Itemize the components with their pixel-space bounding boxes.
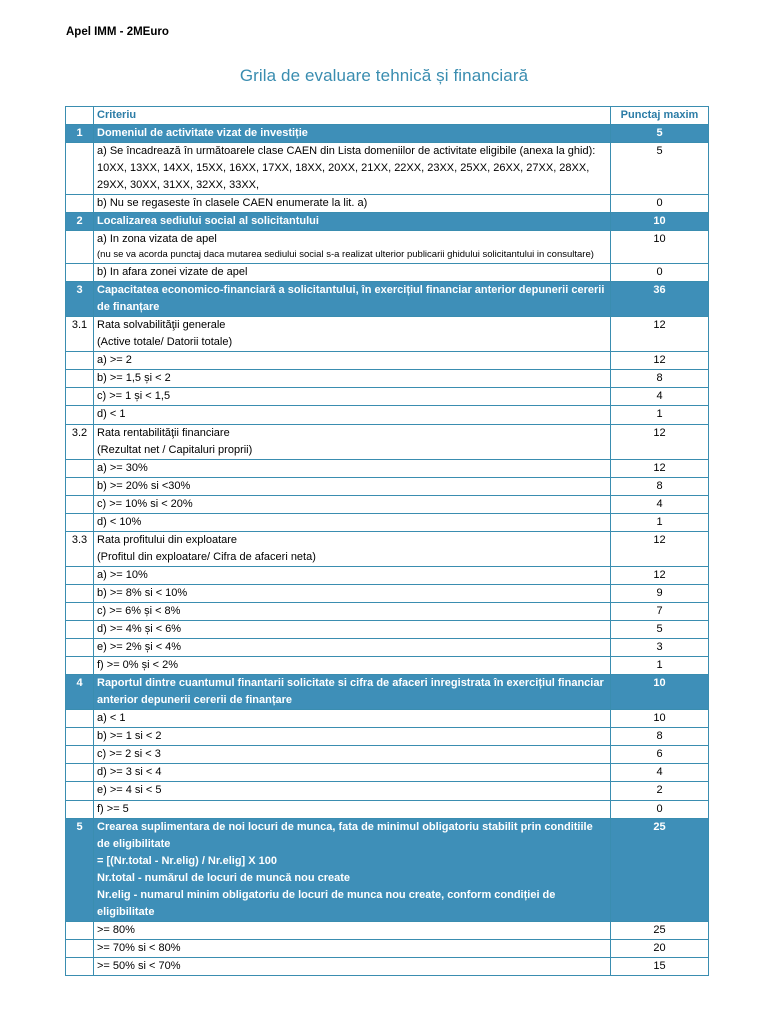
- criterion-text: e) >= 4 si < 5: [94, 782, 611, 800]
- table-row: [66, 602, 709, 620]
- subsection-row-3-3: [66, 531, 709, 566]
- criterion-points: 12: [611, 459, 709, 477]
- subsection-formula: (Profitul din exploatare/ Cifra de afaceri neta): [97, 550, 316, 563]
- criterion-text: f) >= 0% și < 2%: [94, 657, 611, 675]
- criterion-points: 20: [611, 939, 709, 957]
- criterion-points: 4: [611, 764, 709, 782]
- section-title: Domeniul de activitate vizat de investiție: [94, 125, 611, 143]
- criterion-text: c) >= 6% și < 8%: [94, 602, 611, 620]
- criterion-points: 6: [611, 746, 709, 764]
- table-row: [66, 388, 709, 406]
- table-row: [66, 584, 709, 602]
- table-row: [66, 921, 709, 939]
- section-points: 5: [611, 125, 709, 143]
- subsection-title: Rata rentabilităţii financiare: [97, 426, 230, 439]
- table-row: [66, 728, 709, 746]
- table-row: [66, 957, 709, 975]
- criterion-points: 8: [611, 477, 709, 495]
- criterion-text: a) >= 2: [94, 352, 611, 370]
- section-formula: = [(Nr.total - Nr.elig) / Nr.elig] X 100: [97, 854, 278, 867]
- header-num-cell: [66, 107, 94, 125]
- subsection-cell: [94, 531, 611, 566]
- table-row: [66, 782, 709, 800]
- criterion-text: c) >= 2 si < 3: [94, 746, 611, 764]
- table-row: [66, 639, 709, 657]
- section-number: 4: [66, 675, 94, 710]
- criterion-text: >= 70% si < 80%: [94, 939, 611, 957]
- criterion-points: 10: [611, 231, 709, 264]
- section-row-3: [66, 282, 709, 317]
- table-row: [66, 800, 709, 818]
- criterion-points: 25: [611, 921, 709, 939]
- criterion-text: f) >= 5: [94, 800, 611, 818]
- criterion-text: b) >= 20% si <30%: [94, 477, 611, 495]
- criterion-points: 0: [611, 800, 709, 818]
- criterion-cell: [94, 231, 611, 264]
- criterion-text: a) >= 10%: [94, 566, 611, 584]
- criterion-points: 15: [611, 957, 709, 975]
- section-row-2: [66, 213, 709, 231]
- table-row: [66, 195, 709, 213]
- criterion-text: b) >= 1,5 și < 2: [94, 370, 611, 388]
- subsection-formula: (Active totale/ Datorii totale): [97, 336, 233, 349]
- criterion-points: 4: [611, 388, 709, 406]
- section-number: 3: [66, 282, 94, 317]
- criterion-text: c) >= 1 și < 1,5: [94, 388, 611, 406]
- criterion-points: 1: [611, 657, 709, 675]
- section-title: Raportul dintre cuantumul finantarii solicitate si cifra de afaceri inregistrata în exercițiul financiar anterior depunerii cererii de finanțare: [94, 675, 611, 710]
- subsection-formula: (Rezultat net / Capitaluri proprii): [97, 443, 253, 456]
- subsection-points: 12: [611, 424, 709, 459]
- criterion-text: a) In zona vizata de apel: [97, 233, 217, 246]
- criterion-points: 0: [611, 195, 709, 213]
- section-title: Capacitatea economico-financiară a solicitantului, în exercițiul financiar anterior depunerii cererii de finanțare: [94, 282, 611, 317]
- section-row-5: [66, 818, 709, 921]
- section-title: Crearea suplimentara de noi locuri de munca, fata de minimul obligatoriu stabilit prin conditiile de eligibilitate: [97, 820, 593, 850]
- criterion-points: 5: [611, 143, 709, 195]
- table-row: [66, 143, 709, 195]
- subsection-cell: [94, 317, 611, 352]
- criterion-text: b) >= 8% si < 10%: [94, 584, 611, 602]
- section-points: 10: [611, 213, 709, 231]
- criterion-text: b) Nu se regaseste în clasele CAEN enumerate la lit. a): [94, 195, 611, 213]
- table-row: [66, 231, 709, 264]
- criterion-points: 1: [611, 406, 709, 424]
- table-row: [66, 710, 709, 728]
- table-row: [66, 746, 709, 764]
- table-row: [66, 566, 709, 584]
- subsection-row-3-1: [66, 317, 709, 352]
- table-row: [66, 264, 709, 282]
- subsection-points: 12: [611, 531, 709, 566]
- table-row: [66, 370, 709, 388]
- evaluation-grid-table: [65, 106, 709, 976]
- section-cell: [94, 818, 611, 921]
- criterion-points: 7: [611, 602, 709, 620]
- criterion-points: 8: [611, 370, 709, 388]
- table-row: [66, 459, 709, 477]
- table-row: [66, 513, 709, 531]
- document-header: Apel IMM - 2MEuro: [66, 26, 169, 38]
- criterion-text: a) < 1: [94, 710, 611, 728]
- table-row: [66, 657, 709, 675]
- criterion-cell: [94, 143, 611, 195]
- subsection-points: 12: [611, 317, 709, 352]
- subsection-cell: [94, 424, 611, 459]
- subsection-title: Rata profitului din exploatare: [97, 533, 238, 546]
- criterion-points: 3: [611, 639, 709, 657]
- section-definition: Nr.total - numărul de locuri de muncă nou create: [97, 871, 351, 884]
- section-row-4: [66, 675, 709, 710]
- table-row: [66, 352, 709, 370]
- table-row: [66, 764, 709, 782]
- criterion-points: 1: [611, 513, 709, 531]
- section-points: 36: [611, 282, 709, 317]
- section-definition: Nr.elig - numarul minim obligatoriu de locuri de munca nou create, conform condiției de eligibilitate: [97, 888, 556, 918]
- section-title: Localizarea sediului social al solicitantului: [94, 213, 611, 231]
- criterion-text: d) >= 4% și < 6%: [94, 621, 611, 639]
- subsection-number: 3.3: [66, 531, 94, 566]
- criterion-text: a) >= 30%: [94, 459, 611, 477]
- caen-codes: 10XX, 13XX, 14XX, 15XX, 16XX, 17XX, 18XX, 20XX, 21XX, 22XX, 23XX, 25XX, 26XX, 27XX, 28XX, 29XX, 30XX, 31XX, 32XX, 33XX,: [97, 162, 590, 192]
- criterion-points: 9: [611, 584, 709, 602]
- section-number: 1: [66, 125, 94, 143]
- criterion-points: 12: [611, 352, 709, 370]
- table-row: [66, 621, 709, 639]
- table-row: [66, 406, 709, 424]
- section-points: 10: [611, 675, 709, 710]
- table-row: [66, 939, 709, 957]
- criterion-text: d) < 1: [94, 406, 611, 424]
- criterion-text: b) >= 1 si < 2: [94, 728, 611, 746]
- criterion-points: 8: [611, 728, 709, 746]
- subsection-row-3-2: [66, 424, 709, 459]
- table-row: [66, 495, 709, 513]
- section-number: 2: [66, 213, 94, 231]
- criterion-points: 2: [611, 782, 709, 800]
- criterion-points: 0: [611, 264, 709, 282]
- criterion-text: >= 80%: [94, 921, 611, 939]
- criterion-text: a) Se încadrează în următoarele clase CAEN din Lista domeniilor de activitate eligibile (anexa la ghid):: [97, 145, 596, 158]
- subsection-title: Rata solvabilităţii generale: [97, 319, 226, 332]
- criterion-text: b) In afara zonei vizate de apel: [94, 264, 611, 282]
- header-punctaj: Punctaj maxim: [611, 107, 709, 125]
- criterion-text: e) >= 2% și < 4%: [94, 639, 611, 657]
- section-number: 5: [66, 818, 94, 921]
- section-row-1: [66, 125, 709, 143]
- criterion-text: d) >= 3 si < 4: [94, 764, 611, 782]
- page-title: Grila de evaluare tehnică și financiară: [239, 66, 529, 85]
- criterion-text: >= 50% si < 70%: [94, 957, 611, 975]
- subsection-number: 3.2: [66, 424, 94, 459]
- criterion-text: c) >= 10% si < 20%: [94, 495, 611, 513]
- subsection-number: 3.1: [66, 317, 94, 352]
- header-criteriu: Criteriu: [94, 107, 611, 125]
- criterion-note: (nu se va acorda punctaj daca mutarea sediului social s-a realizat ulterior publicarii ghidului solicitantului in consultare): [97, 249, 594, 261]
- criterion-points: 12: [611, 566, 709, 584]
- criterion-points: 4: [611, 495, 709, 513]
- criterion-text: d) < 10%: [94, 513, 611, 531]
- table-row: [66, 477, 709, 495]
- table-header-row: [66, 107, 709, 125]
- section-points: 25: [611, 818, 709, 921]
- criterion-points: 10: [611, 710, 709, 728]
- criterion-points: 5: [611, 621, 709, 639]
